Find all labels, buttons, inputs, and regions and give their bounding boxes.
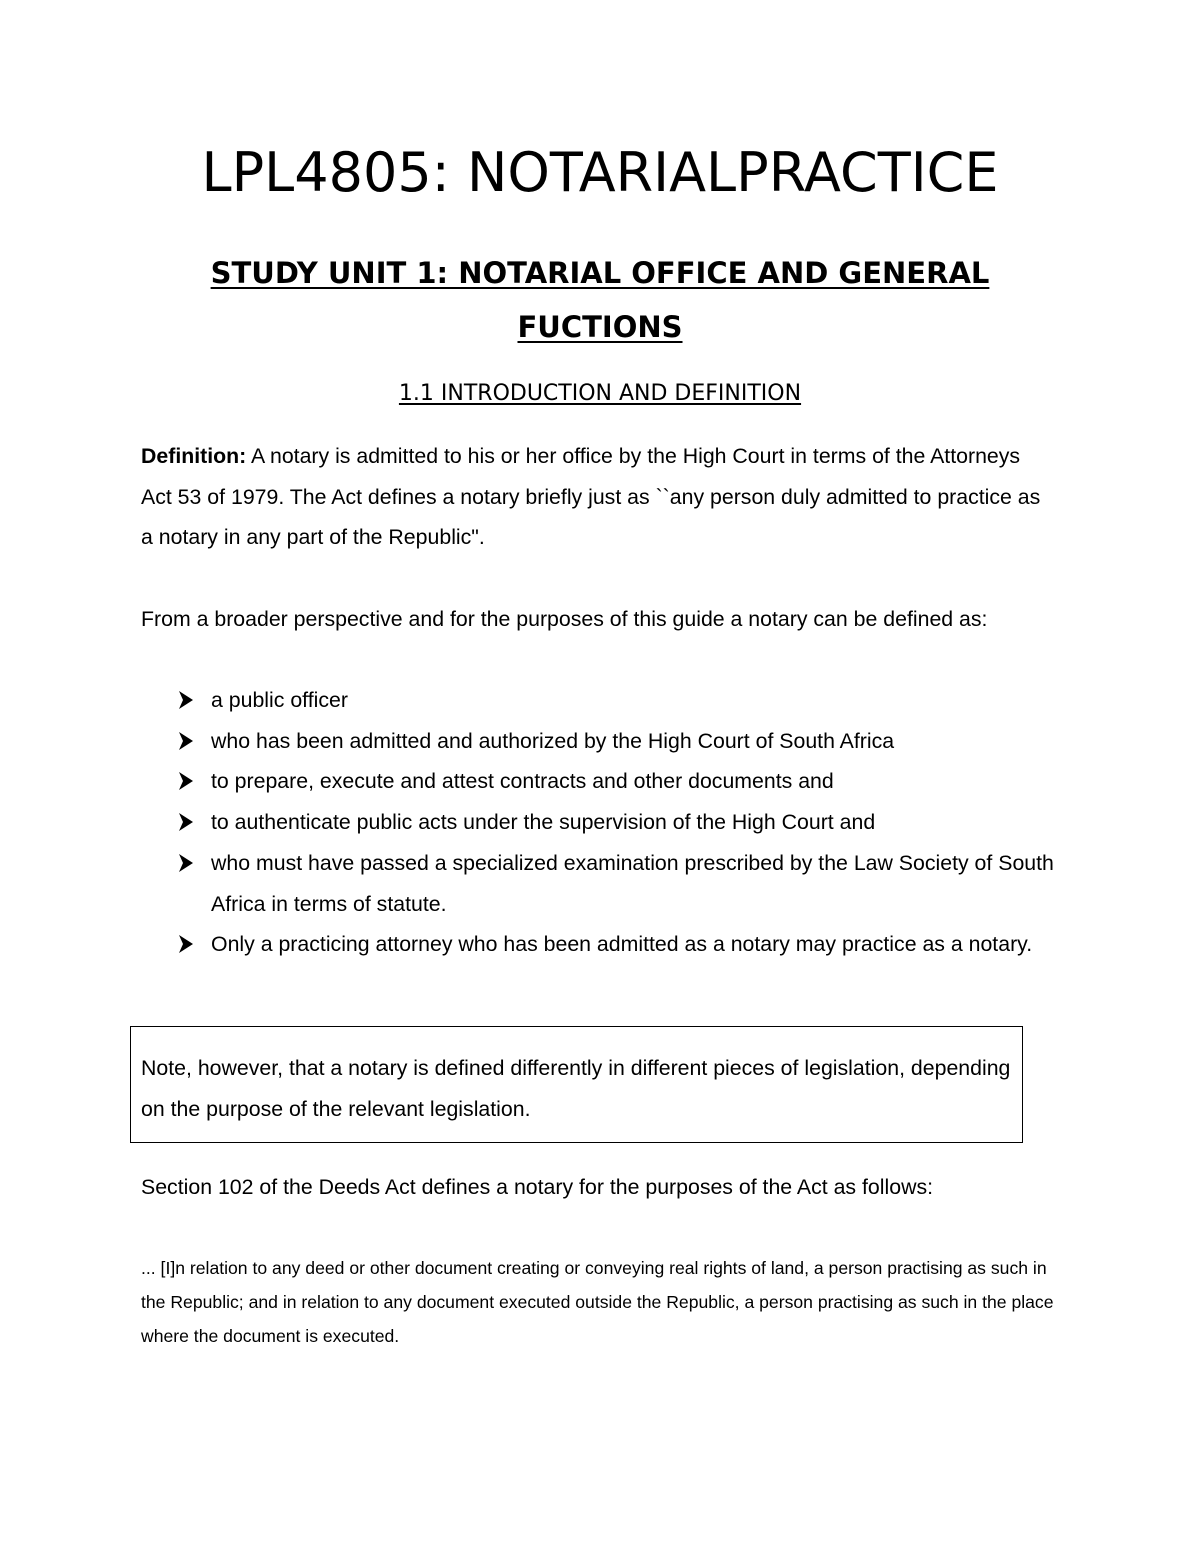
list-item-text: who has been admitted and authorized by the High Court of South Africa (211, 728, 895, 753)
list-item-text: Only a practicing attorney who has been admitted as a notary may practice as a notary. (211, 932, 1033, 957)
list-item (141, 721, 1061, 762)
section-heading: 1.1 INTRODUCTION AND DEFINITION (398, 381, 802, 406)
deeds-act-quote: ... [I]n relation to any deed or other document creating or conveying real rights of land, a person practising as such in the Republic; and in relation to any document executed outside the Republic, a person practising as such in the place where the document is executed. (141, 1258, 1054, 1346)
section-102-paragraph: Section 102 of the Deeds Act defines a notary for the purposes of the Act as follows: (141, 1175, 934, 1199)
arrowhead-bullet-icon (177, 843, 195, 883)
definition-text: A notary is admitted to his or her office by the High Court in terms of the Attorneys Act 53 of 1979. The Act defines a notary briefly just as ``any person duly admitted to practice as a notary in any part of the Republic". (141, 444, 1041, 550)
list-item (141, 680, 1061, 721)
note-text: Note, however, that a notary is defined differently in different pieces of legislation, depending on the purpose of the relevant legislation. (141, 1056, 1011, 1121)
list-item-text: to authenticate public acts under the supervision of the High Court and (211, 810, 876, 835)
arrowhead-bullet-icon (177, 924, 195, 964)
list-item (141, 924, 1061, 965)
list-item-text: to prepare, execute and attest contracts and other documents and (211, 769, 834, 794)
definition-paragraph (141, 436, 1053, 558)
document-title: LPL4805: NOTARIALPRACTICE (201, 141, 999, 204)
definition-label: Definition: (141, 444, 247, 468)
definition-bullet-list (141, 680, 1061, 965)
study-unit-heading: STUDY UNIT 1: NOTARIAL OFFICE AND GENERAL FUCTIONS (210, 256, 990, 344)
arrowhead-bullet-icon (177, 802, 195, 842)
list-item (141, 843, 1061, 924)
arrowhead-bullet-icon (177, 721, 195, 761)
list-item (141, 802, 1061, 843)
list-item-text: who must have passed a specialized examination prescribed by the Law Society of South Africa in terms of statute. (211, 850, 1054, 916)
broader-definition-intro: From a broader perspective and for the purposes of this guide a notary can be defined as: (141, 607, 988, 631)
list-item (141, 761, 1061, 802)
arrowhead-bullet-icon (177, 761, 195, 801)
arrowhead-bullet-icon (177, 680, 195, 720)
note-box (130, 1026, 1023, 1143)
list-item-text: a public officer (211, 688, 348, 712)
